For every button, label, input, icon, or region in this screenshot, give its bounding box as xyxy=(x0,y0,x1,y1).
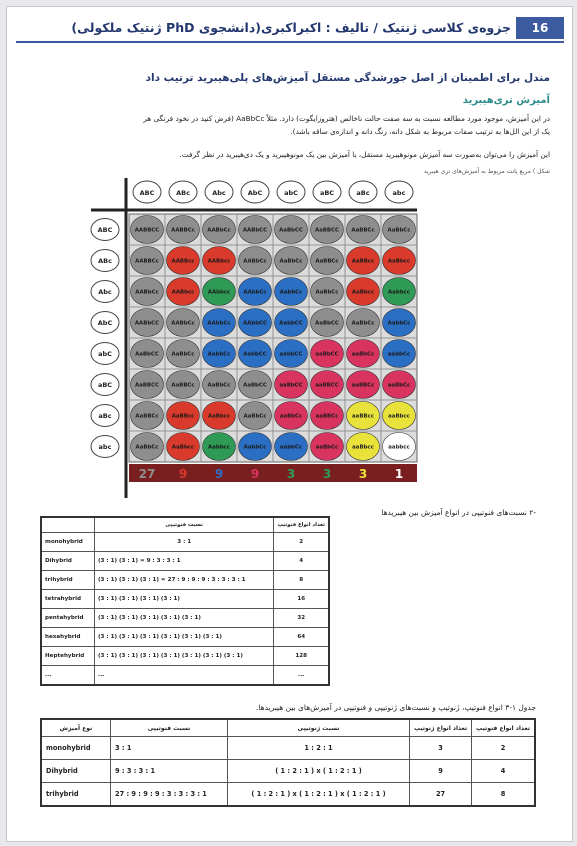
table-cell: ( 1 : 2 : 1 ) x ( 1 : 2 : 1 ) x ( 1 : 2 : 1 ) xyxy=(228,783,410,807)
offspring-genotype: aaBBCc xyxy=(351,382,375,389)
offspring-genotype: aaBbcc xyxy=(352,444,374,451)
table-row xyxy=(41,590,329,609)
table-row xyxy=(41,647,329,666)
table-cell: 27 xyxy=(409,783,471,807)
table-header-cell: نسبت فنوتیپی xyxy=(111,719,228,737)
table-cell: Heptehybrid xyxy=(41,647,95,666)
gamete-label: aBC xyxy=(319,189,335,197)
table-cell: (3 : 1) (3 : 1) (3 : 1) (3 : 1) (3 : 1) xyxy=(95,609,274,628)
table-cell: 4 xyxy=(274,552,329,571)
table-cell: 4 xyxy=(472,760,535,783)
offspring-genotype: AABBcc xyxy=(171,258,195,265)
gamete-label: aBC xyxy=(97,381,113,389)
table-cell: monohybrid xyxy=(41,533,95,552)
offspring-genotype: AAbbcc xyxy=(207,289,231,296)
offspring-genotype: AABbCC xyxy=(134,320,160,327)
table-cell: 8 xyxy=(274,571,329,590)
table-cell: tetrahybrid xyxy=(41,590,95,609)
table-cell: Dihybrid xyxy=(41,552,95,571)
gamete-label: AbC xyxy=(97,319,113,327)
offspring-genotype: AaBbcc xyxy=(351,289,375,296)
table-cell: (3 : 1) (3 : 1) (3 : 1) (3 : 1) (3 : 1) (3 : 1) xyxy=(95,628,274,647)
table-cell: hexahybrid xyxy=(41,628,95,647)
table-cell: Dihybrid xyxy=(41,760,111,783)
table-row xyxy=(41,552,329,571)
offspring-genotype: AABbCc xyxy=(243,258,267,265)
offspring-genotype: AabbCc xyxy=(207,351,231,358)
offspring-genotype: aaBbCC xyxy=(279,382,303,389)
table-cell: ( 1 : 2 : 1 ) x ( 1 : 2 : 1 ) xyxy=(228,760,410,783)
table-header-cell: تعداد انواع فنوتیپ xyxy=(274,517,329,533)
header-rule xyxy=(16,41,564,43)
offspring-genotype: AaBbCc xyxy=(387,227,411,234)
offspring-genotype: aaBBcc xyxy=(352,413,374,420)
offspring-genotype: aaBbcc xyxy=(388,413,410,420)
ratio-value: 1 xyxy=(394,467,404,481)
table2-caption: جدول ۱-۳ انواع فنوتیپ، ژنوتیپ و نسبت‌های ژنوتیپی و فنوتیپی در آمیزش‌های بین هیبریدها. xyxy=(255,703,536,712)
table-header-row xyxy=(41,719,535,737)
subheading: آمیزش تری‌هیبرید xyxy=(462,95,550,106)
table-header-row xyxy=(41,517,329,533)
offspring-genotype: AaBbCC xyxy=(135,351,159,358)
offspring-genotype: AaBBCc xyxy=(171,382,195,389)
offspring-genotype: AABbCc xyxy=(135,289,159,296)
table-row xyxy=(41,571,329,590)
punnett-square xyxy=(85,178,425,498)
table-cell: 8 xyxy=(472,783,535,807)
offspring-genotype: AABbcc xyxy=(171,289,195,296)
ratio-value: 3 xyxy=(286,467,296,481)
paragraph-1: در این آمیزش، موجود مورد مطالعه نسبت به سه صفت حالت ناخالص (هتروزایگوت) دارد. مثلاً AaBbCc (فرض کنید در نخود فرنگی هر xyxy=(143,114,550,123)
ratio-bar xyxy=(129,464,417,482)
offspring-genotype: AABbCc xyxy=(171,320,195,327)
gamete-label: Abc xyxy=(98,288,112,296)
table-cell: ... xyxy=(95,666,274,686)
table-cell: 3 : 1 xyxy=(111,737,228,760)
offspring-genotype: AaBbCc xyxy=(243,413,267,420)
table-cell: trihybrid xyxy=(41,571,95,590)
table-header-cell: نسبت فنوتیپی xyxy=(95,517,274,533)
offspring-genotype: Aabbcc xyxy=(208,444,230,451)
table-cell: trihybrid xyxy=(41,783,111,807)
table-cell: 9 xyxy=(409,760,471,783)
offspring-genotype: AaBbCc xyxy=(135,444,159,451)
gamete-label: ABC xyxy=(139,189,155,197)
figure-caption: شکل ) مربع پانت مربوط به آمیزش‌های تری هیبرید xyxy=(423,168,550,175)
offspring-genotype: aabbCc xyxy=(387,351,411,358)
gamete-label: abC xyxy=(98,350,112,358)
offspring-genotype: AaBbCc xyxy=(351,320,375,327)
table-cell: 27 : 9 : 9 : 9 : 3 : 3 : 3 : 1 xyxy=(111,783,228,807)
table-cell: (3 : 1) (3 : 1) = 9 : 3 : 3 : 1 xyxy=(95,552,274,571)
offspring-genotype: aabbcc xyxy=(388,444,410,451)
offspring-genotype: AABbcc xyxy=(207,258,231,265)
offspring-genotype: Aabbcc xyxy=(388,289,410,296)
offspring-genotype: AaBbcc xyxy=(171,444,195,451)
offspring-genotype: AaBbCC xyxy=(243,382,267,389)
gamete-label: abC xyxy=(284,189,298,197)
gamete-label: ABc xyxy=(176,189,190,197)
offspring-genotype: AabbCC xyxy=(279,320,303,327)
table-row xyxy=(41,609,329,628)
table-row xyxy=(41,783,535,807)
paragraph-2: یک از این الل‌ها به ترتیب صفات مربوط به شکل دانه، رنگ دانه و اندازه‌ی ساقه باشد). xyxy=(290,127,550,136)
offspring-genotype: AAbbCc xyxy=(207,320,231,327)
table-row xyxy=(41,737,535,760)
ratio-value: 9 xyxy=(178,467,188,481)
table-cell: 9 : 3 : 3 : 1 xyxy=(111,760,228,783)
offspring-genotype: AaBBCC xyxy=(315,227,339,234)
table-cell: 3 xyxy=(409,737,471,760)
offspring-genotype: AABbCc xyxy=(207,227,231,234)
offspring-genotype: AaBBcc xyxy=(171,413,195,420)
offspring-genotype: AaBBCc xyxy=(351,227,375,234)
table-cell: ... xyxy=(41,666,95,686)
table-header-cell: نوع آمیزش xyxy=(41,719,111,737)
table-cell: 16 xyxy=(274,590,329,609)
table-cell: 2 xyxy=(472,737,535,760)
offspring-genotype: AaBbCc xyxy=(315,289,339,296)
offspring-genotype: aaBbCc xyxy=(315,444,339,451)
offspring-genotype: aabbCc xyxy=(279,444,303,451)
table-cell: (3 : 1) (3 : 1) (3 : 1) (3 : 1) (3 : 1) (3 : 1) (3 : 1) xyxy=(95,647,274,666)
phenotype-ratio-table xyxy=(40,516,330,686)
table-cell: monohybrid xyxy=(41,737,111,760)
ratio-value: 9 xyxy=(250,467,260,481)
table-row xyxy=(41,533,329,552)
offspring-genotype: AAbbCc xyxy=(243,289,267,296)
offspring-genotype: AaBbCC xyxy=(315,320,339,327)
offspring-genotype: AabbCc xyxy=(243,444,267,451)
section2-title: -۲ نسبت‌های فنوتیپی در انواع آمیزش بین هیبریدها xyxy=(381,508,536,517)
offspring-genotype: AABbCC xyxy=(242,227,268,234)
table-cell: 64 xyxy=(274,628,329,647)
table-cell: pentahybrid xyxy=(41,609,95,628)
paragraph-3: این آمیزش را می‌توان به‌صورت سه آمیزش مونوهیبرید مستقل، یا آمیزش بین یک مونوهیبرید و یک دی‌هیبرید در نظر گرفت. xyxy=(179,150,550,159)
page-number: 16 xyxy=(516,17,564,39)
offspring-genotype: AaBbCc xyxy=(207,382,231,389)
page-header xyxy=(16,17,564,39)
offspring-genotype: aaBbCc xyxy=(351,351,375,358)
table-row xyxy=(41,666,329,686)
offspring-genotype: AaBbCC xyxy=(279,227,303,234)
header-title: جزوه‌ی کلاسی ژنتیک / تالیف : اکبراکبری(دانشجوی PhD ژنتیک ملکولی) xyxy=(71,20,511,35)
offspring-genotype: aaBbCc xyxy=(279,413,303,420)
offspring-genotype: AaBBcc xyxy=(351,258,375,265)
offspring-genotype: aaBBCC xyxy=(315,382,339,389)
table-header-cell: تعداد انواع ژنوتیپ xyxy=(409,719,471,737)
table-cell: 2 xyxy=(274,533,329,552)
offspring-genotype: AaBbcc xyxy=(207,413,231,420)
offspring-genotype: AabbCc xyxy=(279,289,303,296)
gamete-label: abc xyxy=(392,189,406,197)
table-header-cell: نسبت ژنوتیپی xyxy=(228,719,410,737)
gamete-label: Abc xyxy=(212,189,226,197)
offspring-genotype: AaBbCc xyxy=(279,258,303,265)
ratio-value: 3 xyxy=(358,467,368,481)
genotype-phenotype-table xyxy=(40,718,536,807)
ratio-value: 3 xyxy=(322,467,332,481)
table-cell: 128 xyxy=(274,647,329,666)
ratio-value: 9 xyxy=(214,467,224,481)
table-cell: 3 : 1 xyxy=(95,533,274,552)
gamete-label: aBc xyxy=(356,189,370,197)
gamete-label: abc xyxy=(98,443,112,451)
table-row xyxy=(41,628,329,647)
offspring-genotype: aaBbCC xyxy=(315,351,339,358)
offspring-genotype: AAbbCC xyxy=(243,320,267,327)
table-cell: ... xyxy=(274,666,329,686)
offspring-genotype: aaBbCc xyxy=(387,382,411,389)
punnett-svg xyxy=(85,178,425,498)
offspring-genotype: AabbCc xyxy=(387,320,411,327)
offspring-genotype: AaBBCc xyxy=(135,413,159,420)
table-cell: 32 xyxy=(274,609,329,628)
offspring-genotype: AABBCc xyxy=(171,227,195,234)
offspring-genotype: AABBCC xyxy=(134,227,160,234)
offspring-genotype: aaBBCc xyxy=(315,413,339,420)
ratio-value: 27 xyxy=(138,467,156,481)
gamete-label: ABC xyxy=(97,226,113,234)
table-cell: 1 : 2 : 1 xyxy=(228,737,410,760)
offspring-genotype: AaBbcc xyxy=(387,258,411,265)
gamete-label: AbC xyxy=(247,189,263,197)
table-row xyxy=(41,760,535,783)
offspring-genotype: AaBBCC xyxy=(135,382,159,389)
section-heading: مندل برای اطمینان از اصل جورشدگی مستقل آمیزش‌های پلی‌هیبرید ترتیب داد xyxy=(145,72,550,84)
table-cell: (3 : 1) (3 : 1) (3 : 1) (3 : 1) xyxy=(95,590,274,609)
table-cell: (3 : 1) (3 : 1) (3 : 1) = 27 : 9 : 9 : 9 : 3 : 3 : 3 : 1 xyxy=(95,571,274,590)
offspring-genotype: AaBbCc xyxy=(171,351,195,358)
offspring-genotype: aabbCC xyxy=(279,351,303,358)
offspring-genotype: AABBCc xyxy=(135,258,159,265)
offspring-genotype: AaBBCc xyxy=(315,258,339,265)
gamete-label: ABc xyxy=(98,257,112,265)
table-header-cell xyxy=(41,517,95,533)
offspring-genotype: AabbCC xyxy=(243,351,267,358)
table-header-cell: تعداد انواع فنوتیپ xyxy=(472,719,535,737)
gamete-label: aBc xyxy=(98,412,112,420)
